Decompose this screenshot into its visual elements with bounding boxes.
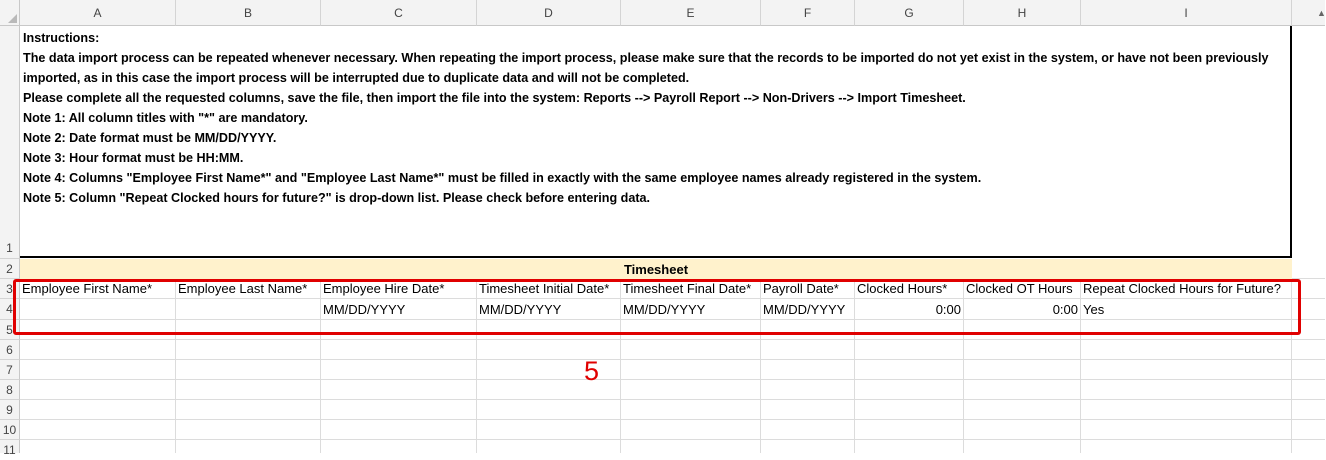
scroll-up-icon[interactable]: ▲ bbox=[1317, 8, 1326, 18]
column-header-h[interactable]: H bbox=[964, 0, 1081, 26]
row-header-5[interactable]: 5 bbox=[0, 320, 20, 340]
note-5: Note 5: Column "Repeat Clocked hours for future?" is drop-down list. Please check before entering data. bbox=[23, 191, 651, 205]
column-header-c[interactable]: C bbox=[321, 0, 477, 26]
header-timesheet-final-date[interactable]: Timesheet Final Date* bbox=[623, 281, 752, 296]
gridline bbox=[1291, 259, 1292, 453]
cell-clocked-hours[interactable]: 0:00 bbox=[935, 302, 961, 317]
gridline bbox=[20, 379, 1325, 380]
row-header-8[interactable]: 8 bbox=[0, 380, 20, 400]
gridline bbox=[20, 399, 1325, 400]
header-repeat-clocked-hours[interactable]: Repeat Clocked Hours for Future? bbox=[1083, 281, 1281, 296]
instructions-paragraph: The data import process can be repeated whenever necessary. When repeating the import process, please make sure that the records to be imported do not yet exist in the system, or have not been previously imported, as in this case the import process will be interrupted due to duplicate data and will not be completed. bbox=[23, 51, 1269, 85]
cell-initial-date[interactable]: MM/DD/YYYY bbox=[479, 302, 562, 317]
column-header-e[interactable]: E bbox=[621, 0, 761, 26]
note-1: Note 1: All column titles with "*" are mandatory. bbox=[23, 111, 308, 125]
select-all-corner[interactable] bbox=[0, 0, 20, 26]
instructions-cell[interactable] bbox=[20, 26, 1292, 258]
column-header-i[interactable]: I bbox=[1081, 0, 1292, 26]
cell-last-name[interactable] bbox=[176, 299, 320, 319]
timesheet-title-cell[interactable]: Timesheet bbox=[20, 259, 1292, 279]
note-4: Note 4: Columns "Employee First Name*" and "Employee Last Name*" must be filled in exactly with the same employee names already registered in the system. bbox=[23, 171, 982, 185]
cell-final-date[interactable]: MM/DD/YYYY bbox=[623, 302, 706, 317]
gridline bbox=[20, 359, 1325, 360]
row-header-2[interactable]: 2 bbox=[0, 259, 20, 279]
row-header-6[interactable]: 6 bbox=[0, 340, 20, 360]
row-header-1[interactable]: 1 bbox=[0, 26, 20, 259]
row-header-9[interactable]: 9 bbox=[0, 400, 20, 420]
cell-hire-date[interactable]: MM/DD/YYYY bbox=[323, 302, 406, 317]
header-employee-first-name[interactable]: Employee First Name* bbox=[22, 281, 153, 296]
row-header-11[interactable]: 11 bbox=[0, 440, 20, 453]
cell-repeat-clocked-hours[interactable]: Yes bbox=[1083, 302, 1105, 317]
header-clocked-hours[interactable]: Clocked Hours* bbox=[857, 281, 948, 296]
gridline bbox=[20, 419, 1325, 420]
gridline bbox=[1292, 278, 1325, 279]
column-header-f[interactable]: F bbox=[761, 0, 855, 26]
row-header-4[interactable]: 4 bbox=[0, 299, 20, 320]
header-payroll-date[interactable]: Payroll Date* bbox=[763, 281, 839, 296]
header-clocked-ot-hours[interactable]: Clocked OT Hours bbox=[966, 281, 1073, 296]
note-2: Note 2: Date format must be MM/DD/YYYY. bbox=[23, 131, 277, 145]
annotation-number: 5 bbox=[584, 356, 600, 386]
row-header-3[interactable]: 3 bbox=[0, 279, 20, 299]
row-header-7[interactable]: 7 bbox=[0, 360, 20, 380]
column-header-d[interactable]: D bbox=[477, 0, 621, 26]
instructions-heading: Instructions: bbox=[23, 31, 100, 45]
header-employee-last-name[interactable]: Employee Last Name* bbox=[178, 281, 308, 296]
row-header-10[interactable]: 10 bbox=[0, 420, 20, 440]
cell-clocked-ot-hours[interactable]: 0:00 bbox=[1052, 302, 1078, 317]
gridline bbox=[20, 339, 1325, 340]
instructions-steps: Please complete all the requested columns, save the file, then import the file into the system: Reports --> Payroll Report --> Non-Drivers --> Import Timesheet. bbox=[23, 91, 966, 105]
column-header-g[interactable]: G bbox=[855, 0, 964, 26]
header-timesheet-initial-date[interactable]: Timesheet Initial Date* bbox=[479, 281, 610, 296]
column-header-b[interactable]: B bbox=[176, 0, 321, 26]
column-header-a[interactable]: A bbox=[20, 0, 176, 26]
cell-first-name[interactable] bbox=[20, 299, 175, 319]
cell-payroll-date[interactable]: MM/DD/YYYY bbox=[763, 302, 846, 317]
gridline bbox=[20, 439, 1325, 440]
header-employee-hire-date[interactable]: Employee Hire Date* bbox=[323, 281, 445, 296]
note-3: Note 3: Hour format must be HH:MM. bbox=[23, 151, 244, 165]
